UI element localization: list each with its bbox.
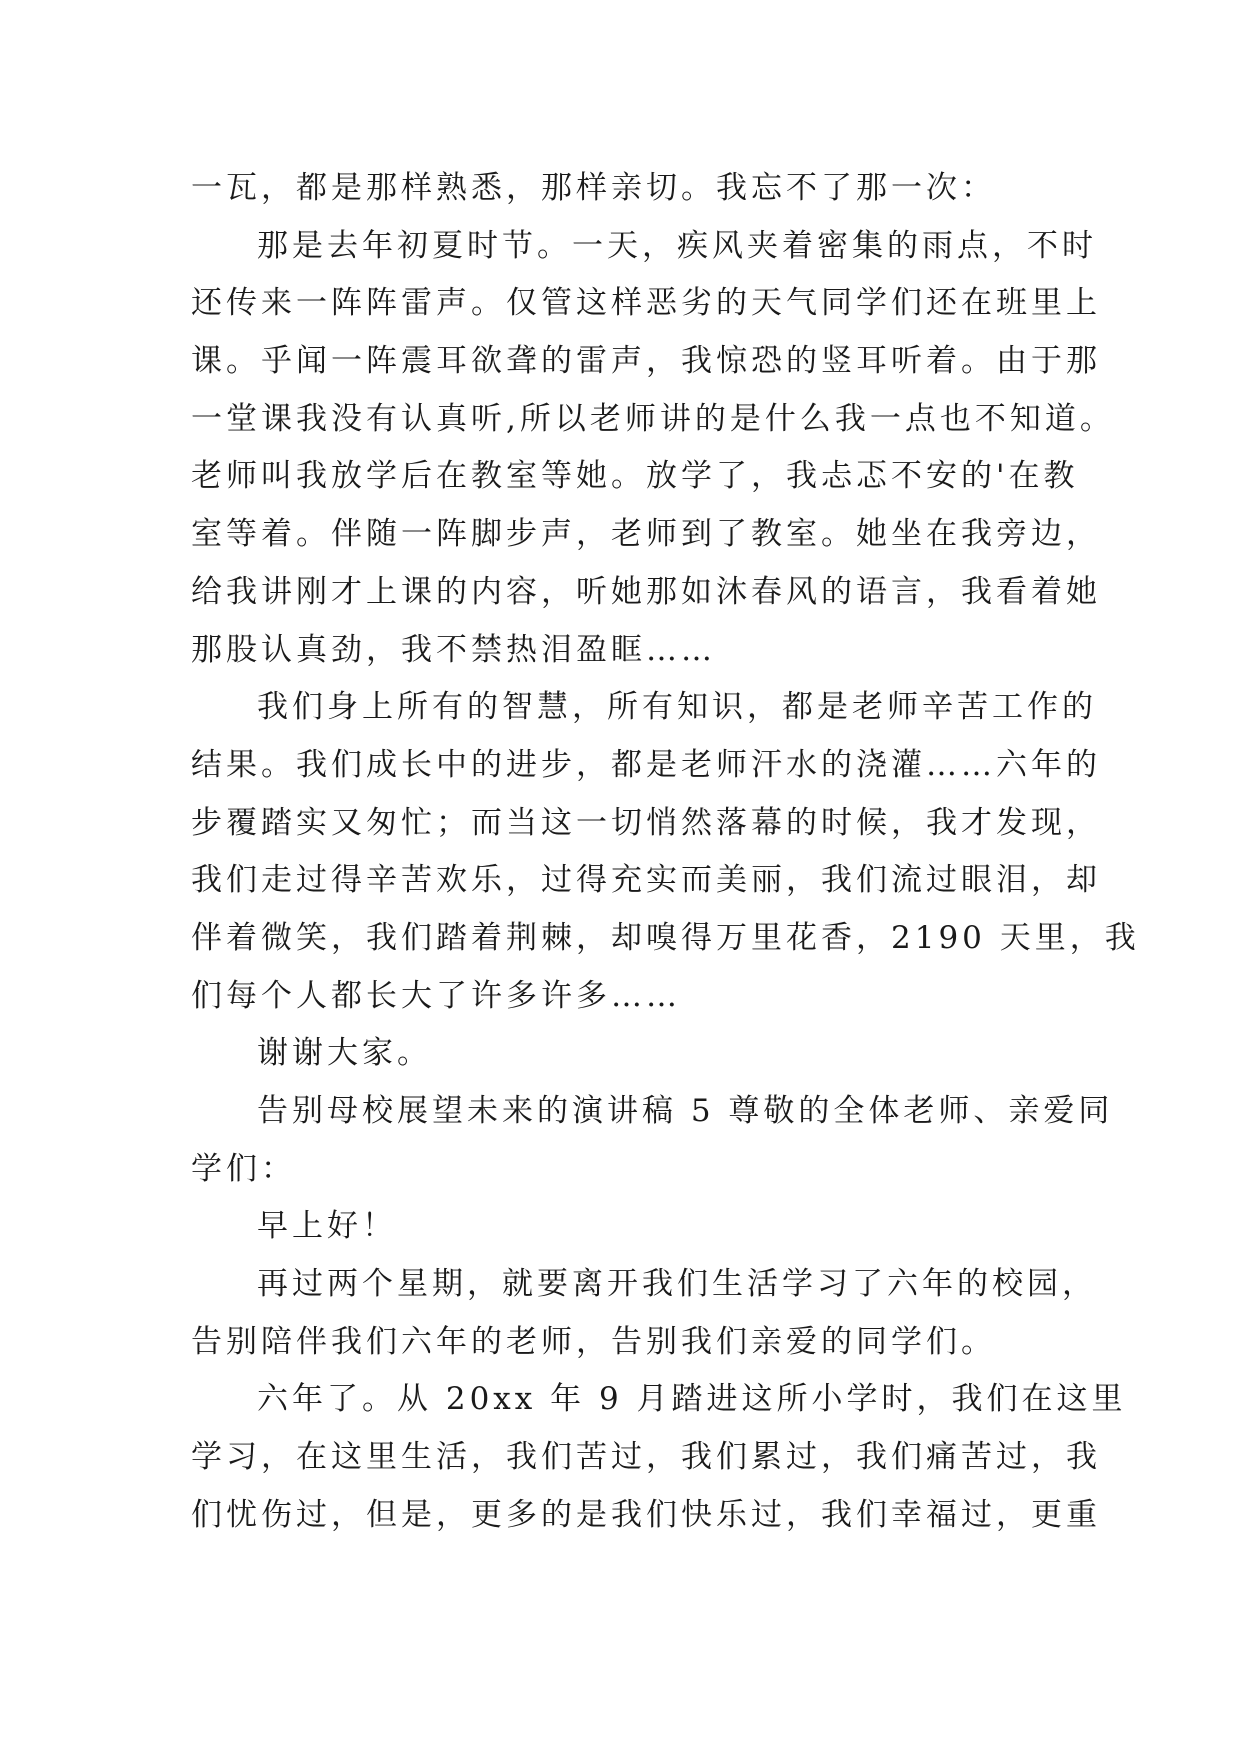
text-line: 一瓦，都是那样熟悉，那样亲切。我忘不了那一次： xyxy=(191,170,996,206)
text-line: 我们身上所有的智慧，所有知识，都是老师辛苦工作的 xyxy=(257,689,1097,726)
text-line: 告别陪伴我们六年的老师，告别我们亲爱的同学们。 xyxy=(191,1323,996,1360)
text-line: 那是去年初夏时节。一天，疾风夹着密集的雨点，不时 xyxy=(257,227,1097,264)
text-line: 早上好！ xyxy=(257,1208,397,1245)
text-line: 伴着微笑，我们踏着荆棘，却嗅得万里花香，2190 天里，我 xyxy=(191,919,1140,956)
text-line: 那股认真劲，我不禁热泪盈眶…… xyxy=(191,631,716,668)
text-line: 再过两个星期，就要离开我们生活学习了六年的校园， xyxy=(257,1266,1097,1303)
text-line: 我们走过得辛苦欢乐，过得充实而美丽，我们流过眼泪，却 xyxy=(191,862,1101,899)
text-line: 一堂课我没有认真听,所以老师讲的是什么我一点也不知道。 xyxy=(191,400,1115,437)
text-line: 六年了。从 20xx 年 9 月踏进这所小学时，我们在这里 xyxy=(257,1381,1127,1418)
text-line: 学们： xyxy=(191,1150,296,1187)
text-line: 们忧伤过，但是，更多的是我们快乐过，我们幸福过，更重 xyxy=(191,1496,1101,1533)
text-line: 谢谢大家。 xyxy=(257,1035,432,1072)
text-line: 结果。我们成长中的进步，都是老师汗水的浇灌……六年的 xyxy=(191,746,1101,783)
body-text xyxy=(191,160,1140,1545)
text-line: 给我讲刚才上课的内容，听她那如沐春风的语言，我看着她 xyxy=(191,573,1101,610)
text-line: 老师叫我放学后在教室等她。放学了，我忐忑不安的'在教 xyxy=(191,458,1079,495)
text-line: 告别母校展望未来的演讲稿 5 尊敬的全体老师、亲爱同 xyxy=(257,1093,1114,1129)
text-line: 们每个人都长大了许多许多…… xyxy=(191,977,681,1014)
text-line: 室等着。伴随一阵脚步声，老师到了教室。她坐在我旁边， xyxy=(191,516,1101,553)
text-line: 还传来一阵阵雷声。仅管这样恶劣的天气同学们还在班里上 xyxy=(191,285,1101,322)
text-line: 学习，在这里生活，我们苦过，我们累过，我们痛苦过，我 xyxy=(191,1439,1101,1476)
text-line: 课。乎闻一阵震耳欲聋的雷声，我惊恐的竖耳听着。由于那 xyxy=(191,343,1101,380)
text-line: 步覆踏实又匆忙；而当这一切悄然落幕的时候，我才发现， xyxy=(191,804,1101,841)
